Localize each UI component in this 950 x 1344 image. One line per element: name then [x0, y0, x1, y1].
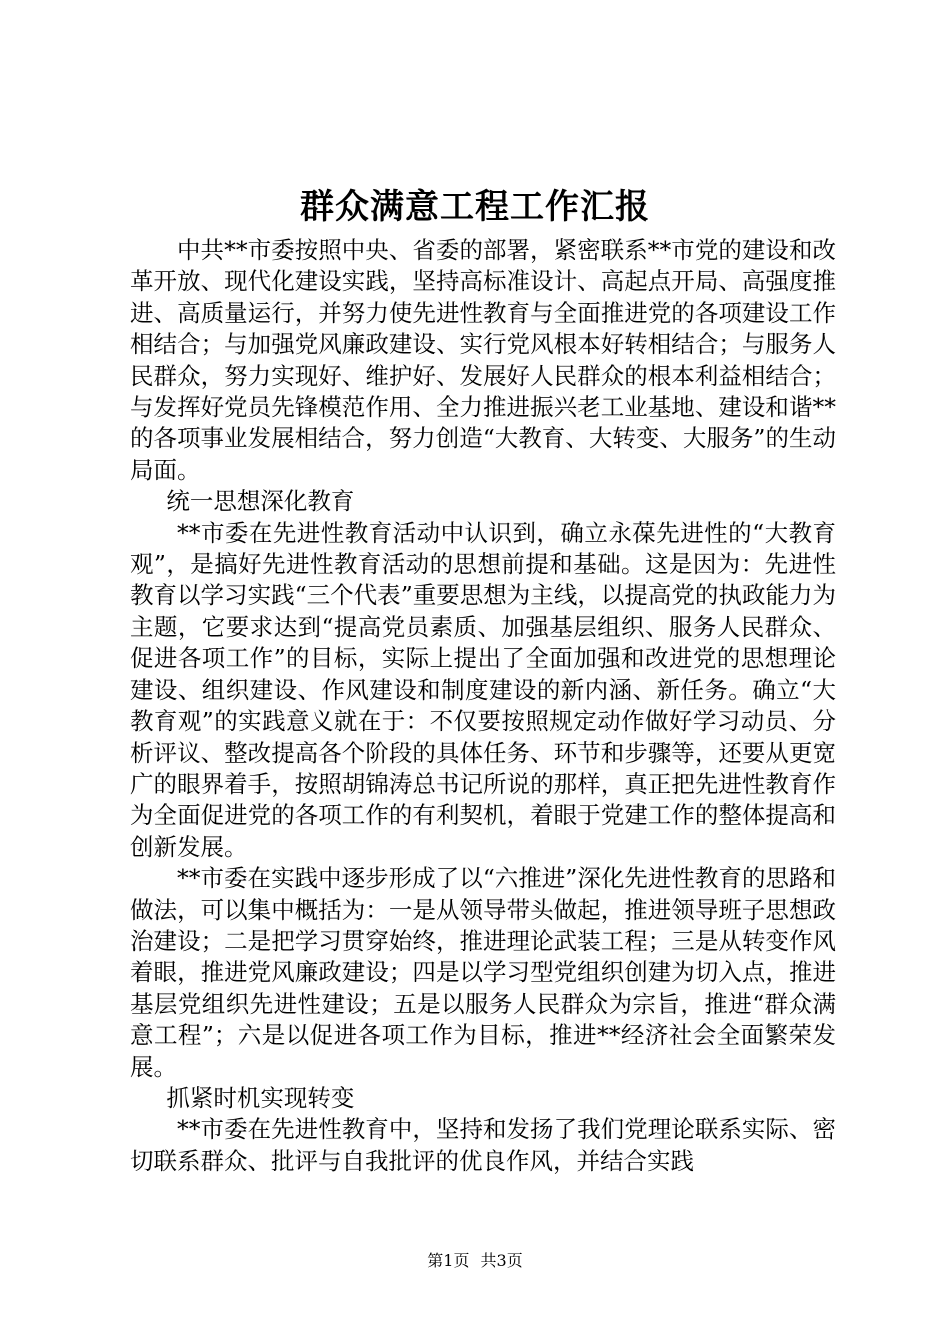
section-heading-unify-thought: 统一思想深化教育	[166, 487, 355, 516]
section-heading-seize-opportunity: 抓紧时机实现转变	[166, 1083, 355, 1112]
paragraph-six-advances: **市委在实践中逐步形成了以“六推进”深化先进性教育的思路和做法，可以集中概括为：一是从领导带头做起，推进领导班子思想政治建设；二是把学习贯穿始终，推进理论武装工程；三是从转变作风着眼，推进党风廉政建设；四是以学习型党组织创建为切入点，推进基层党组织先进性建设；五是以服务人民群众为宗旨，推进“群众满意工程”；六是以促进各项工作为目标，推进**经济社会全面繁荣发展。	[130, 864, 836, 1081]
paragraph-intro: 中共**市委按照中央、省委的部署，紧密联系**市党的建设和改革开放、现代化建设实践，坚持高标准设计、高起点开局、高强度推进、高质量运行，并努力使先进性教育与全面推进党的各项建设工作相结合；与加强党风廉政建设、实行党风根本好转相结合；与服务人民群众，努力实现好、维护好、发展好人民群众的根本利益相结合；与发挥好党员先锋模范作用、全力推进振兴老工业基地、建设和谐**的各项事业发展相结合，努力创造“大教育、大转变、大服务”的生动局面。	[130, 236, 836, 484]
page-footer	[0, 1250, 950, 1272]
document-title: 群众满意工程工作汇报	[300, 187, 650, 227]
page-total: 共3页	[480, 1251, 523, 1270]
paragraph-work-style: **市委在先进性教育中，坚持和发扬了我们党理论联系实际、密切联系群众、批评与自我批评的优良作风，并结合实践	[130, 1115, 836, 1175]
document-body	[130, 235, 836, 1177]
paragraph-big-education-view: **市委在先进性教育活动中认识到，确立永葆先进性的“大教育观”，是搞好先进性教育活动的思想前提和基础。这是因为：先进性教育以学习实践“三个代表”重要思想为主线，以提高党的执政能力为主题，它要求达到“提高党员素质、加强基层组织、服务人民群众、促进各项工作”的目标，实际上提出了全面加强和改进党的思想理论建设、组织建设、作风建设和制度建设的新内涵、新任务。确立“大教育观”的实践意义就在于：不仅要按照规定动作做好学习动员、分析评议、整改提高各个阶段的具体任务、环节和步骤等，还要从更宽广的眼界着手，按照胡锦涛总书记所说的那样，真正把先进性教育作为全面促进党的各项工作的有利契机，着眼于党建工作的整体提高和创新发展。	[130, 518, 836, 861]
page-number: 第1页	[427, 1251, 470, 1270]
